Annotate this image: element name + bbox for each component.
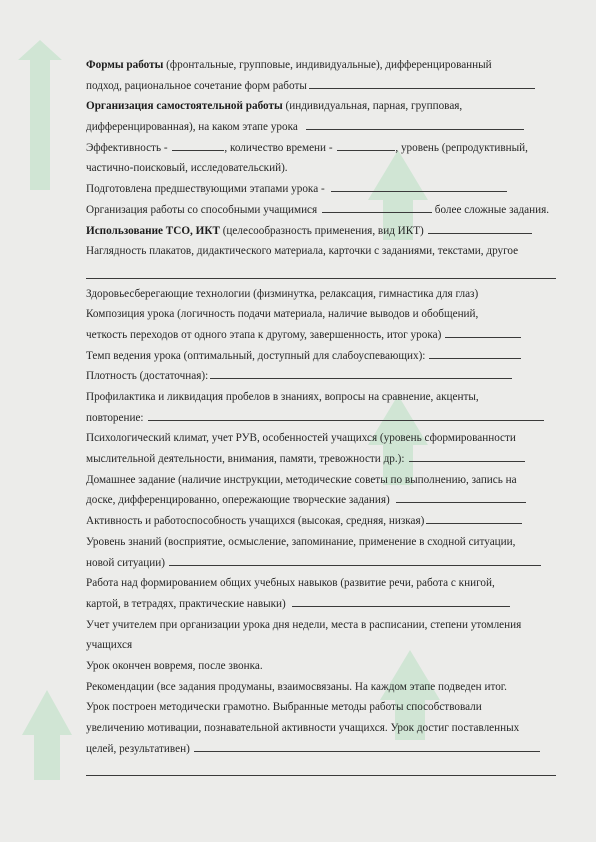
- watermark-logo-1: [18, 40, 62, 190]
- line-selfwork-2: дифференцированная), на каком этапе урока: [86, 117, 556, 138]
- blank-line-full[interactable]: [86, 763, 556, 776]
- line-visual: Наглядность плакатов, дидактического материала, карточки с заданиями, текстами, другое: [86, 245, 519, 258]
- line-recommendations-3: увеличению мотивации, познавательной активности учащихся. Урок достиг поставленных: [86, 722, 520, 734]
- blank-line[interactable]: [396, 490, 526, 503]
- line-composition-2: четкость переходов от одного этапа к другому, завершенность, итог урока): [86, 325, 556, 346]
- blank-line[interactable]: [428, 221, 532, 234]
- line-forms-2: подход, рациональное сочетание форм работы: [86, 76, 556, 97]
- line-fatigue: Учет учителем при организации урока дня недели, места в расписании, степени утомления: [86, 618, 522, 631]
- line-skills: Работа над формированием общих учебных навыков (развитие речи, работа с книгой,: [86, 577, 495, 590]
- blank-line[interactable]: [172, 138, 224, 151]
- line-finished: Урок окончен вовремя, после звонка.: [86, 659, 263, 672]
- blank-line[interactable]: [210, 366, 512, 379]
- blank-line[interactable]: [337, 138, 395, 151]
- blank-line[interactable]: [445, 325, 521, 338]
- line-skills-2: картой, в тетрадях, практические навыки): [86, 594, 556, 615]
- line-psych: Психологический климат, учет РУВ, особенностей учащихся (уровень сформированности: [86, 432, 516, 445]
- line-homework-2: доске, дифференцированно, опережающие творческие задания): [86, 490, 556, 511]
- blank-line[interactable]: [322, 200, 432, 213]
- line-able-students: Организация работы со способными учащимися более сложные задания.: [86, 200, 556, 221]
- document-body: [86, 55, 556, 781]
- line-health: Здоровьесберегающие технологии (физминутка, релаксация, гимнастика для глаз): [86, 287, 479, 300]
- line-recommendations: Рекомендации (все задания продуманы, взаимосвязаны. На каждом этапе подведен итог.: [86, 680, 507, 693]
- line-tempo: Темп ведения урока (оптимальный, доступный для слабоуспевающих):: [86, 346, 556, 367]
- line-tso: Использование ТСО, ИКТ (целесообразность применения, вид ИКТ): [86, 221, 556, 242]
- line-homework: Домашнее задание (наличие инструкции, методические советы по выполнению, запись на: [86, 473, 517, 486]
- line-recommendations-4: целей, результативен): [86, 739, 556, 760]
- line-psych-2: мыслительной деятельности, внимания, памяти, тревожности др.):: [86, 449, 556, 470]
- blank-line[interactable]: [292, 594, 510, 607]
- blank-line[interactable]: [409, 449, 525, 462]
- line-prevention: Профилактика и ликвидация пробелов в знаниях, вопросы на сравнение, акценты,: [86, 391, 479, 403]
- blank-line[interactable]: [426, 511, 522, 524]
- blank-line[interactable]: [194, 739, 540, 752]
- line-knowledge-2: новой ситуации): [86, 553, 556, 574]
- line-density: Плотность (достаточная):: [86, 366, 556, 387]
- blank-line[interactable]: [148, 408, 544, 421]
- blank-line[interactable]: [306, 117, 524, 130]
- watermark-logo-4: [22, 690, 72, 780]
- blank-line-full[interactable]: [86, 266, 556, 279]
- blank-line[interactable]: [331, 179, 507, 192]
- line-forms: Формы работы (фронтальные, групповые, индивидуальные), дифференцированный: [86, 59, 492, 71]
- line-activity: Активность и работоспособность учащихся (высокая, средняя, низкая): [86, 511, 556, 532]
- line-composition: Композиция урока (логичность подачи материала, наличие выводов и обобщений,: [86, 308, 479, 321]
- line-selfwork: Организация самостоятельной работы (индивидуальная, парная, групповая,: [86, 100, 463, 113]
- line-efficiency-2: частично-поисковый, исследовательский).: [86, 162, 288, 175]
- blank-line[interactable]: [429, 346, 521, 359]
- line-fatigue-2: учащихся: [86, 639, 133, 652]
- line-prevention-2: повторение:: [86, 408, 556, 429]
- blank-line[interactable]: [309, 76, 535, 89]
- line-knowledge: Уровень знаний (восприятие, осмысление, запоминание, применение в сходной ситуации,: [86, 535, 516, 548]
- line-prepared: Подготовлена предшествующими этапами урока -: [86, 179, 556, 200]
- line-recommendations-2: Урок построен методически грамотно. Выбранные методы работы способствовали: [86, 701, 482, 714]
- line-efficiency: Эффективность - , количество времени - , уровень (репродуктивный,: [86, 138, 556, 159]
- blank-line[interactable]: [169, 553, 541, 566]
